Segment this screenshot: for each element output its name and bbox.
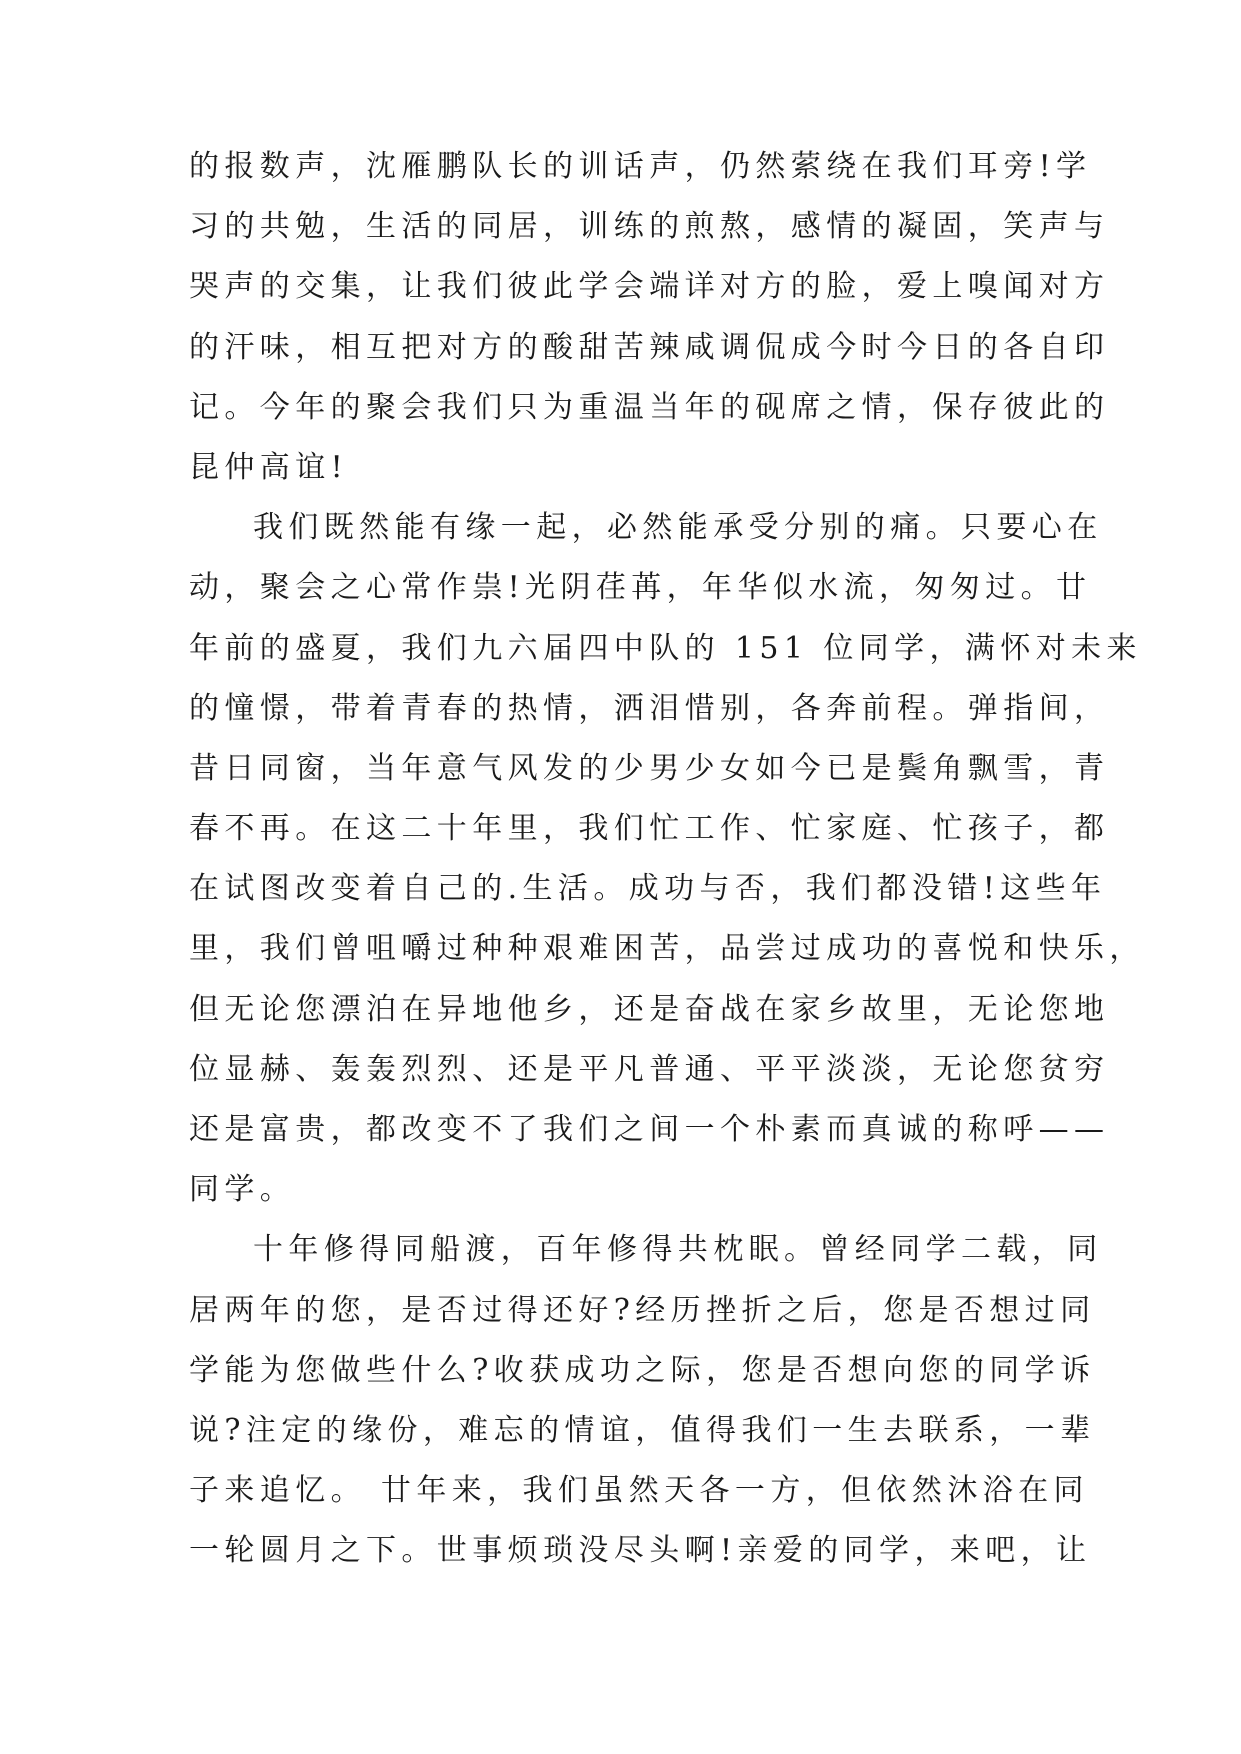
text-line: 哭声的交集，让我们彼此学会端详对方的脸，爱上嗅闻对方 — [189, 269, 1110, 305]
text-line: 十年修得同船渡，百年修得共枕眠。曾经同学二载，同 — [253, 1232, 1103, 1268]
text-line: 同学。 — [189, 1172, 296, 1208]
text-line: 的报数声，沈雁鹏队长的训话声，仍然萦绕在我们耳旁!学 — [189, 149, 1092, 184]
text-line: 说?注定的缘份，难忘的情谊，值得我们一生去联系，一辈 — [189, 1412, 1096, 1448]
text-line: 动，聚会之心常作祟!光阴荏苒，年华似水流，匆匆过。廿 — [189, 570, 1092, 606]
text-line: 年前的盛夏，我们九六届四中队的 151 位同学，满怀对未来 — [189, 630, 1142, 666]
text-line: 昆仲高谊! — [189, 449, 349, 485]
text-line: 但无论您漂泊在异地他乡，还是奋战在家乡故里，无论您地 — [189, 991, 1110, 1027]
text-line: 我们既然能有缘一起，必然能承受分别的痛。只要心在 — [253, 510, 1103, 546]
text-line: 的汗味，相互把对方的酸甜苦辣咸调侃成今时今日的各自印 — [189, 329, 1110, 365]
text-line: 昔日同窗，当年意气风发的少男少女如今已是鬓角飘雪，青 — [189, 750, 1110, 786]
text-line: 记。今年的聚会我们只为重温当年的砚席之情，保存彼此的 — [189, 389, 1110, 425]
text-line: 还是富贵，都改变不了我们之间一个朴素而真诚的称呼—— — [189, 1112, 1110, 1147]
text-line: 学能为您做些什么?收获成功之际，您是否想向您的同学诉 — [189, 1352, 1096, 1388]
text-line: 一轮圆月之下。世事烦琐没尽头啊!亲爱的同学，来吧，让 — [189, 1533, 1092, 1569]
document-body — [189, 137, 1145, 1582]
text-line: 在试图改变着自己的.生活。成功与否，我们都没错!这些年 — [189, 871, 1107, 907]
text-line: 的憧憬，带着青春的热情，洒泪惜别，各奔前程。弹指间， — [189, 690, 1110, 726]
text-line: 春不再。在这二十年里，我们忙工作、忙家庭、忙孩子，都 — [189, 811, 1110, 847]
text-line: 子来追忆。 廿年来，我们虽然天各一方，但依然沐浴在同 — [189, 1473, 1089, 1509]
text-line: 里，我们曾咀嚼过种种艰难困苦，品尝过成功的喜悦和快乐， — [189, 931, 1145, 967]
text-line: 习的共勉，生活的同居，训练的煎熬，感情的凝固，笑声与 — [189, 209, 1110, 245]
text-line: 居两年的您，是否过得还好?经历挫折之后，您是否想过同 — [189, 1292, 1096, 1328]
text-line: 位显赫、轰轰烈烈、还是平凡普通、平平淡淡，无论您贫穷 — [189, 1051, 1110, 1087]
